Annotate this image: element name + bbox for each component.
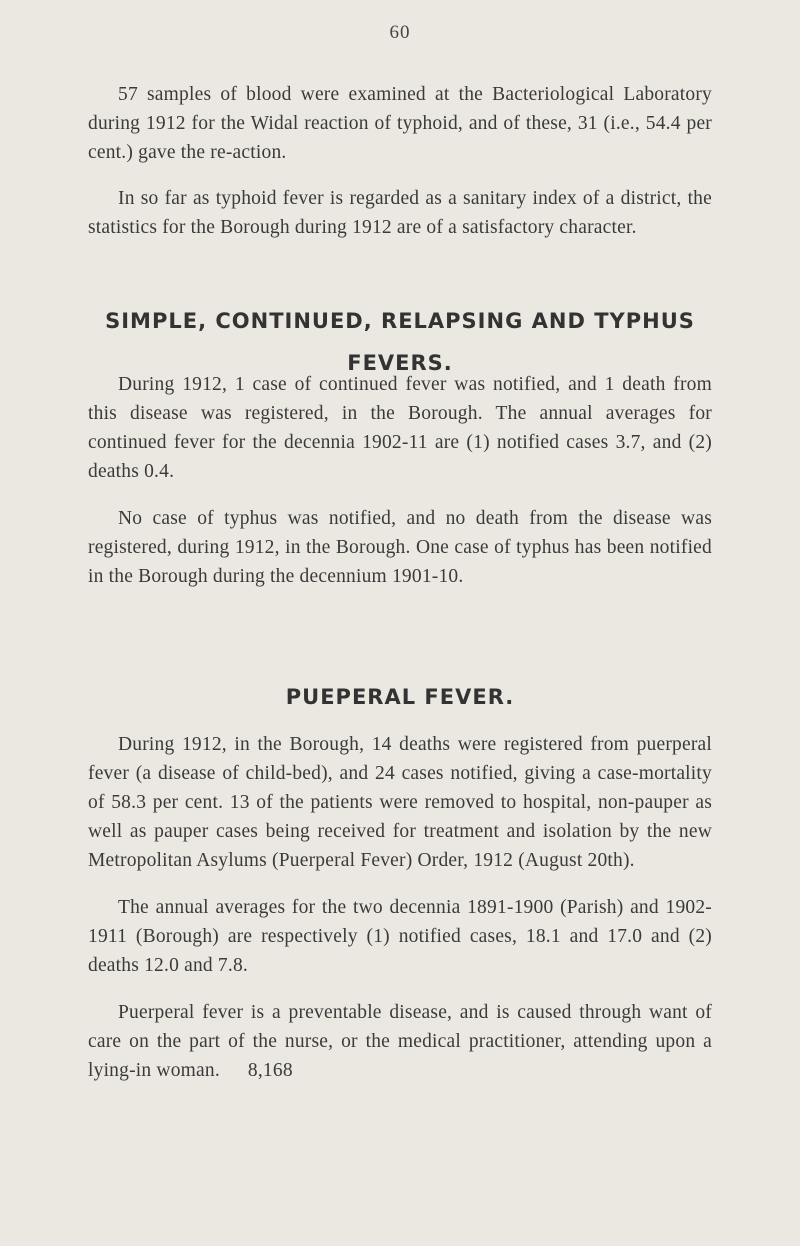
typhus-paragraph: No case of typhus was notified, and no death from the disease was registered, during 1912, in the Borough. One case of typhus has been notified in the Borough during the decennium 1901-10. <box>88 508 712 587</box>
puerperal-fever-heading: PUEPERAL FEVER. <box>285 685 515 709</box>
puerperal-prevention-paragraph <box>88 998 712 1085</box>
typhoid-index-section <box>88 184 712 242</box>
continued-fevers-heading: SIMPLE, CONTINUED, RELAPSING AND TYPHUS FEVERS. <box>105 309 695 375</box>
signature-mark: 8,168 <box>247 1060 293 1081</box>
page-number: 60 <box>389 22 411 43</box>
puerperal-fever-section <box>88 730 712 1085</box>
puerperal-deaths-paragraph: During 1912, in the Borough, 14 deaths were registered from puerperal fever (a disease of child-bed), and 24 cases notified, giving a case-mortality of 58.3 per cent. 13 of the patients were removed to hospital, non-pauper as well as pauper cases being received for treatment and isolation by the new Metropolitan Asylums (Puerperal Fever) Order, 1912 (August 20th). <box>88 734 712 871</box>
continued-fevers-section <box>88 370 712 591</box>
typhoid-index-paragraph: In so far as typhoid fever is regarded as a sanitary index of a district, the statistics for the Borough during 1912 are of a satisfactory character. <box>88 188 712 238</box>
intro-section <box>88 80 712 167</box>
puerperal-averages-paragraph: The annual averages for the two decennia 1891-1900 (Parish) and 1902-1911 (Borough) are respectively (1) notified cases, 18.1 and 17.0 and (2) deaths 12.0 and 7.8. <box>88 897 712 976</box>
puerperal-prevention-text: Puerperal fever is a preventable disease, and is caused through want of care on the part of the nurse, or the medical practitioner, attending upon a lying-in woman. <box>88 1002 712 1081</box>
widal-reaction-paragraph: 57 samples of blood were examined at the Bacteriological Laboratory during 1912 for the Widal reaction of typhoid, and of these, 31 (i.e., 54.4 per cent.) gave the re-action. <box>88 84 712 163</box>
continued-fever-paragraph: During 1912, 1 case of continued fever was notified, and 1 death from this disease was registered, in the Borough. The annual averages for continued fever for the decennia 1902-11 are (1) notified cases 3.7, and (2) deaths 0.4. <box>88 374 712 482</box>
